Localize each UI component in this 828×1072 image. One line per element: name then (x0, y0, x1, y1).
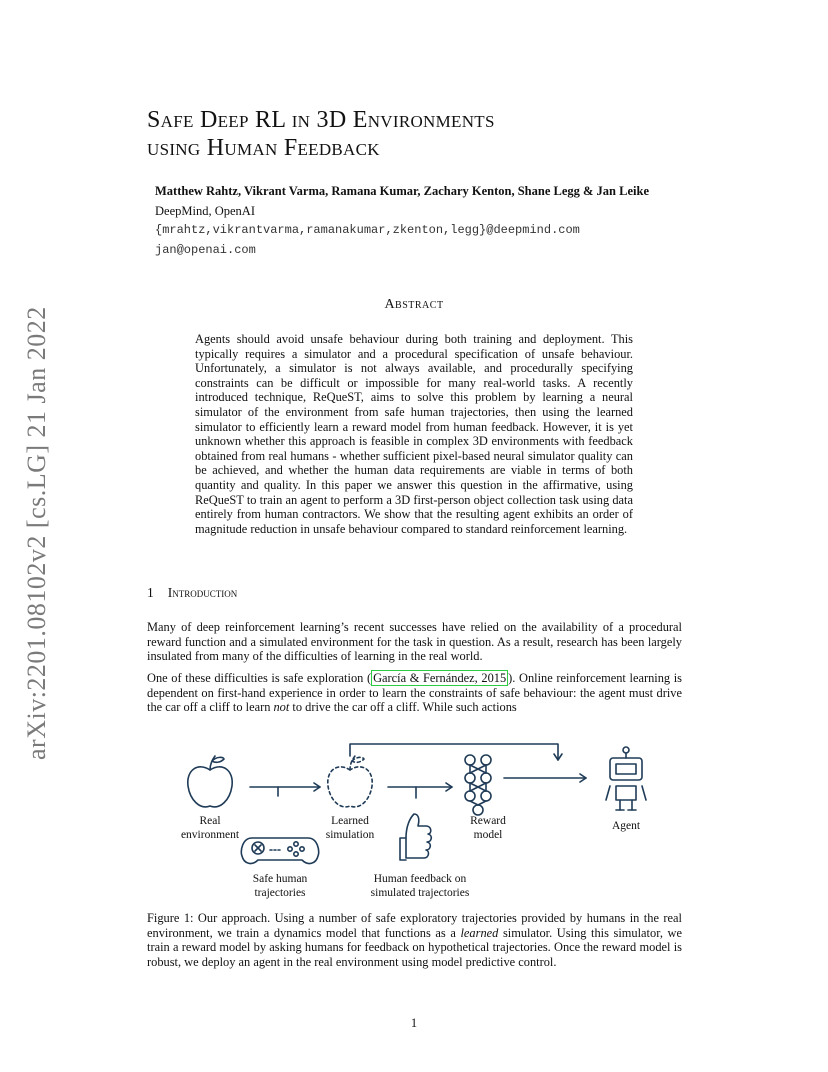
figure-labels (181, 815, 641, 899)
neural-network-icon (465, 755, 491, 815)
thumbs-up-icon (400, 814, 431, 860)
para2-text-mid: ). Online reinforcement learning is dependent on first-hand experience in order to learn the constraints of safe behaviour: the agent must drive the car off a cliff to learn (147, 671, 682, 715)
section-title: Introduction (167, 585, 238, 600)
section-heading (147, 585, 237, 601)
robot-icon (606, 747, 646, 810)
gamepad-icon (241, 838, 318, 863)
caption-emphasis: learned (460, 925, 499, 940)
para2-emphasis: not (273, 700, 290, 715)
loop-arrow (350, 744, 562, 760)
email-line-1: {mrahtz,vikrantvarma,ramanakumar,zkenton,legg}@deepmind.com (155, 223, 580, 237)
dashed-apple-icon (328, 756, 372, 807)
approach-figure (170, 742, 670, 902)
apple-icon (188, 756, 232, 807)
title-line-1: Safe Deep RL in 3D Environments (147, 107, 495, 133)
intro-paragraph-2 (147, 671, 682, 715)
caption-text-end: simulator. Using this simulator, we train a reward model by asking humans for feedback on hypothetical trajectories. Once the reward model is robust, we deploy an agent in the real environment using model predictive control. (147, 925, 682, 970)
title-line-2: using Human Feedback (147, 135, 380, 161)
label-safe-human: Safe human (252, 873, 308, 885)
affiliation: DeepMind, OpenAI (155, 204, 255, 218)
paper-title (147, 106, 495, 162)
label-environment: environment (180, 829, 240, 841)
page-number: 1 (410, 1016, 418, 1030)
para2-text-end: to drive the car off a cliff. While such actions (289, 700, 517, 715)
email-line-2: jan@openai.com (155, 243, 256, 257)
figure-caption (147, 911, 682, 970)
label-model: model (473, 829, 503, 841)
abstract-heading: Abstract (384, 297, 444, 312)
author-list: Matthew Rahtz, Vikrant Varma, Ramana Kumar, Zachary Kenton, Shane Legg & Jan Leike (155, 184, 649, 198)
arrow-learned-to-reward (388, 783, 452, 798)
section-number: 1 (147, 585, 154, 600)
para2-text-start: One of these difficulties is safe exploration ( (147, 671, 372, 685)
abstract-text: Agents should avoid unsafe behaviour during both training and deployment. This typically requires a simulator and a procedural specification of unsafe behaviour. Unfortunately, a simulator is not always available, and procedurally specifying constraints can be difficult or impossible for many real-world tasks. A recently introduced technique, ReQueST, aims to solve this problem by learning a neural simulator of the environment from safe human trajectories, then using the learned simulator to efficiently learn a reward model from human feedback. However, it is yet unknown whether this approach is feasible in complex 3D environments with feedback obtained from real humans - whether sufficient pixel-based neural simulator quality can be achieved, and whether the human data requirements are viable in terms of both quantity and quality. In this paper we answer this question in the affirmative, using ReQueST to train an agent to perform a 3D first-person object collection task using data entirely from human contractors. We show that the resulting agent exhibits an order of magnitude reduction in unsafe behaviour compared to standard reinforcement learning. (195, 332, 633, 536)
citation-link[interactable]: García & Fernández, 2015 (373, 671, 507, 685)
arrow-real-to-learned (250, 783, 320, 796)
label-simulated-trajectories: simulated trajectories (370, 887, 470, 899)
label-trajectories: trajectories (254, 887, 306, 899)
label-learned: Learned (331, 815, 369, 827)
label-human-feedback: Human feedback on (373, 873, 467, 885)
caption-text-start: Figure 1: Our approach. Using a number of safe exploratory trajectories provided by humans in the real environment, we train a dynamics model that functions as a (147, 911, 682, 940)
intro-paragraph-1: Many of deep reinforcement learning’s recent successes have relied on the availability of a procedural reward function and a simulated environment for the task in question. As a result, research has been largely insulated from many of the difficulties of learning in the real world. (147, 620, 682, 664)
label-real: Real (199, 815, 221, 827)
arrow-reward-to-agent (504, 774, 586, 782)
label-simulation: simulation (325, 829, 375, 841)
arxiv-stamp: arXiv:2201.08102v2 [cs.LG] 21 Jan 2022 (22, 306, 51, 760)
label-agent: Agent (611, 820, 641, 832)
label-reward: Reward (470, 815, 506, 827)
